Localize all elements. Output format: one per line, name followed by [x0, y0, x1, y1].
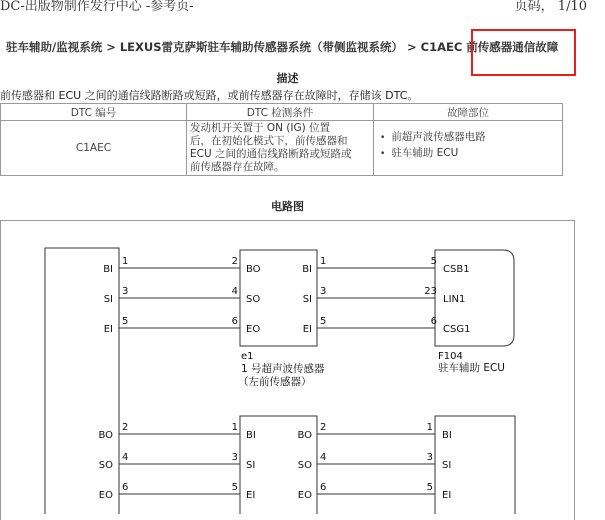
pin-label: SI	[246, 460, 256, 471]
pin-number: 5	[426, 482, 433, 493]
pin-number: 6	[430, 316, 437, 327]
pin-number: 5	[430, 256, 437, 267]
pin-label: CSB1	[443, 264, 470, 275]
pin-label: EI	[442, 490, 452, 501]
pin-number: 4	[122, 452, 129, 463]
pin-label: SO	[98, 460, 113, 471]
pin-label: SO	[297, 460, 312, 471]
pin-label: EO	[246, 324, 261, 335]
pin-number: 6	[122, 482, 129, 493]
pin-number: 23	[424, 286, 437, 297]
pin-label: BI	[103, 264, 113, 275]
pin-number: 3	[122, 286, 129, 297]
description-heading: 描述	[276, 72, 299, 85]
condition-line: ECU 之间的通信线路断路或短路或	[190, 148, 352, 160]
pin-number: 2	[320, 422, 327, 433]
trouble-area-item: • 驻车辅助 ECU	[380, 146, 556, 162]
pin-label: BI	[302, 264, 312, 275]
description-text: 前传感器和 ECU 之间的通信线路断路或短路，或前传感器存在故障时，存储该 DTC。	[0, 89, 419, 102]
component-subname: （左前传感器）	[238, 376, 312, 388]
component-name: 1 号超声波传感器	[241, 363, 325, 375]
condition-line: 发动机开关置于 ON (IG) 位置	[190, 122, 331, 134]
pin-number: 5	[122, 316, 129, 327]
breadcrumb[interactable]: 驻车辅助/监视系统 > LEXUS雷克萨斯驻车辅助传感器系统（带侧监视系统） > C1AEC 前传感器通信故障	[6, 40, 559, 54]
pin-number: 1	[122, 256, 129, 267]
pin-label: SI	[103, 294, 113, 305]
pin-number: 1	[426, 422, 433, 433]
pin-number: 3	[231, 452, 238, 463]
column-header-condition: DTC 检测条件	[187, 104, 374, 121]
pin-label: BI	[246, 430, 256, 441]
condition-line: 后，在初始化模式下，前传感器和	[190, 135, 348, 147]
trouble-area-item: • 前超声波传感器电路	[380, 130, 556, 146]
document-header-title: DC-出版物制作发行中心 -参考页-	[0, 0, 194, 14]
pin-label: EI	[302, 324, 312, 335]
pin-label: EO	[297, 490, 312, 501]
pin-number: 5	[231, 482, 238, 493]
pin-label: CSG1	[443, 324, 471, 335]
pin-label: EI	[246, 490, 256, 501]
pin-number: 1	[231, 422, 238, 433]
pin-number: 2	[122, 422, 129, 433]
pin-label: BO	[98, 430, 113, 441]
component-name: 驻车辅助 ECU	[438, 362, 505, 374]
column-header-dtc-code: DTC 编号	[1, 104, 187, 121]
pin-label: EO	[98, 490, 113, 501]
pin-label: SO	[246, 294, 261, 305]
pin-number: 3	[426, 452, 433, 463]
pin-number: 6	[231, 316, 238, 327]
column-header-trouble-area: 故障部位	[374, 104, 563, 121]
pin-label: BO	[297, 430, 312, 441]
pin-number: 1	[320, 256, 327, 267]
pin-label: BI	[442, 430, 452, 441]
pin-number: 4	[231, 286, 238, 297]
pin-label: SI	[302, 294, 312, 305]
page-number: 页码， 1/10	[514, 0, 587, 14]
pin-number: 6	[320, 482, 327, 493]
pin-label: EI	[103, 324, 113, 335]
top-left-connector-block	[45, 248, 119, 514]
component-id: F104	[438, 351, 463, 362]
pin-number: 5	[320, 316, 327, 327]
dtc-code: C1AEC	[1, 121, 187, 176]
pin-label: SI	[442, 460, 452, 471]
condition-line: 前传感器存在故障。	[190, 161, 285, 173]
component-id: e1	[241, 351, 254, 362]
pin-number: 3	[320, 286, 327, 297]
circuit-diagram-heading: 电路图	[271, 200, 304, 213]
pin-label: LIN1	[443, 294, 466, 305]
pin-number: 2	[231, 256, 238, 267]
pin-label: BO	[246, 264, 261, 275]
pin-number: 4	[320, 452, 327, 463]
